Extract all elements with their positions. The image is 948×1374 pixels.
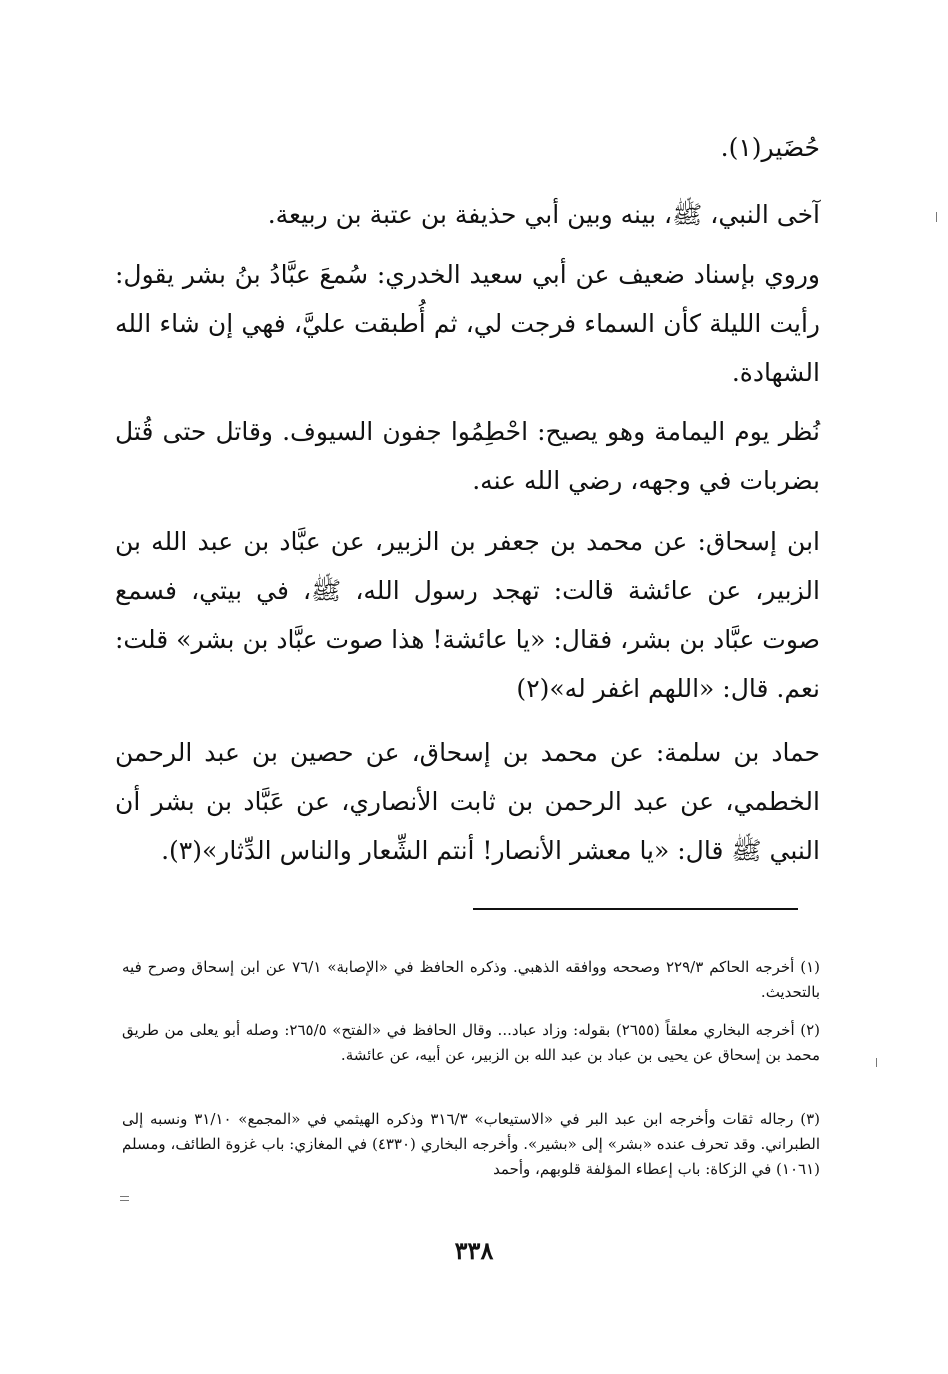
scan-margin-mark bbox=[120, 1200, 129, 1201]
paragraph-hammad: حماد بن سلمة: عن محمد بن إسحاق، عن حصين بن عبد الرحمن الخطمي، عن عبد الرحمن بن ثابت الأنصاري، عن عَبَّاد بن بشر أن النبي ﷺ قال: «يا معشر الأنصار! أنتم الشِّعار والناس الدِّثار»(٣). bbox=[115, 738, 820, 865]
page-number: ٣٣٨ bbox=[454, 1236, 494, 1265]
paragraph-continuation: حُضَير(١). bbox=[720, 133, 820, 162]
paragraph-brotherhood: آخى النبي، ﷺ، بينه وبين أبي حذيفة بن عتبة بن ربيعة. bbox=[267, 200, 820, 229]
paragraph-dream-narration: وروي بإسناد ضعيف عن أبي سعيد الخدري: سُمعَ عبَّادُ بنُ بشر يقول: رأيت الليلة كأن السماء فرجت لي، ثم أُطبقت عليَّ، فهي إن شاء الله الشهادة. bbox=[115, 260, 820, 387]
scan-margin-mark bbox=[876, 1058, 877, 1067]
footnote-3: (٣) رجاله ثقات وأخرجه ابن عبد البر في «الاستيعاب» ٣١٦/٣ وذكره الهيثمي في «المجمع» ٣١/١٠ ونسبه إلى الطبراني. وقد تحرف عنده «بشر» إلى «بشير». وأخرجه البخاري (٤٣٣٠) في المغازي: باب غزوة الطائف، ومسلم (١٠٦١) في الزكاة: باب إعطاء المؤلفة قلوبهم، وأحمد bbox=[122, 1110, 820, 1178]
footnote-1: (١) أخرجه الحاكم ٢٢٩/٣ وصححه ووافقه الذهبي. وذكره الحافظ في «الإصابة» ٧٦/١ عن ابن إسحاق وصرح فيه بالتحديث. bbox=[122, 958, 820, 1001]
footnote-separator bbox=[473, 908, 798, 910]
scan-margin-mark bbox=[936, 212, 937, 222]
paragraph-ibn-ishaq: ابن إسحاق: عن محمد بن جعفر بن الزبير، عن عبَّاد بن عبد الله بن الزبير، عن عائشة قالت: تهجد رسول الله، ﷺ، في بيتي، فسمع صوت عبَّاد بن بشر، فقال: «يا عائشة! هذا صوت عبَّاد بن بشر» قلت: نعم. قال: «اللهم اغفر له»(٢) bbox=[115, 527, 820, 703]
scan-margin-mark bbox=[120, 1196, 129, 1197]
footnote-2: (٢) أخرجه البخاري معلقاً (٢٦٥٥) بقوله: وزاد عباد... وقال الحافظ في «الفتح» ٢٦٥/٥: وصله أبو يعلى من طريق محمد بن إسحاق عن يحيى بن عباد بن عبد الله بن الزبير، عن أبيه، عن عائشة. bbox=[122, 1021, 820, 1064]
paragraph-yamama: نُظر يوم اليمامة وهو يصيح: احْطِمُوا جفون السيوف. وقاتل حتى قُتل بضربات في وجهه، رضي الله عنه. bbox=[115, 417, 820, 495]
